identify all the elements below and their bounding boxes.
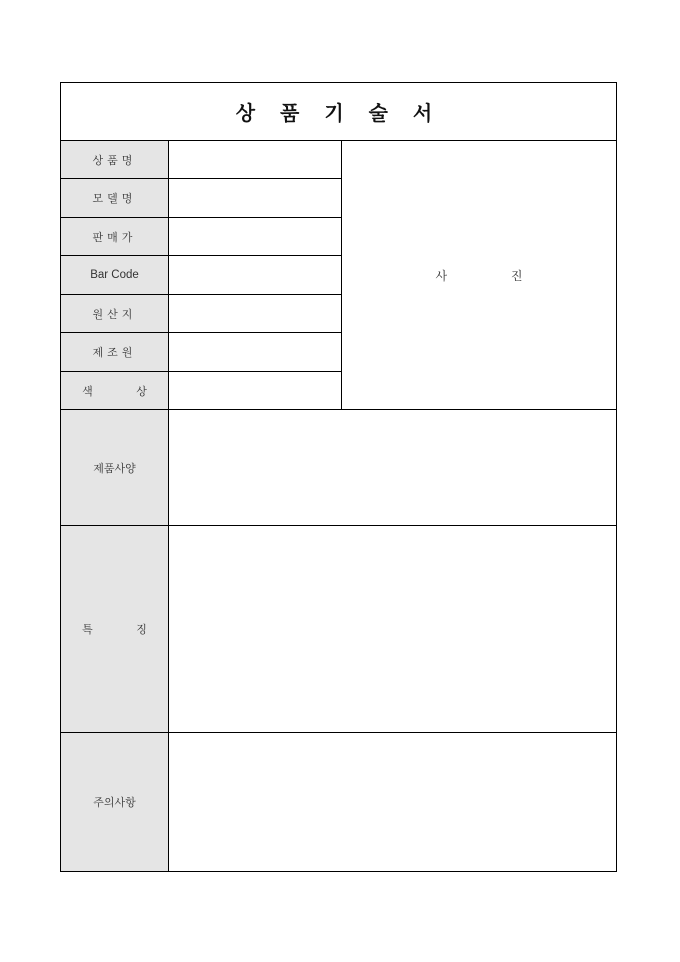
section-input-features[interactable] xyxy=(169,526,616,733)
section-label-precautions: 주의사항 xyxy=(61,733,169,871)
field-input-color[interactable] xyxy=(169,372,342,410)
field-label-color: 색 상 xyxy=(61,372,169,410)
product-spec-form xyxy=(60,82,617,872)
form-title-row xyxy=(61,83,616,141)
field-label-origin: 원산지 xyxy=(61,295,169,333)
field-input-price[interactable] xyxy=(169,218,342,256)
field-label-manufacturer: 제조원 xyxy=(61,333,169,372)
field-label-bar-code: Bar Code xyxy=(61,256,169,295)
section-input-precautions[interactable] xyxy=(169,733,616,871)
section-input-specifications[interactable] xyxy=(169,410,616,526)
field-label-price: 판매가 xyxy=(61,218,169,256)
field-input-origin[interactable] xyxy=(169,295,342,333)
section-label-features: 특 징 xyxy=(61,526,169,733)
section-label-specifications: 제품사양 xyxy=(61,410,169,526)
field-input-bar-code[interactable] xyxy=(169,256,342,295)
field-label-model-name: 모델명 xyxy=(61,179,169,218)
form-title: 상 품 기 술 서 xyxy=(235,101,442,125)
field-label-product-name: 상품명 xyxy=(61,141,169,179)
photo-area[interactable] xyxy=(342,141,616,410)
photo-label: 사 진 xyxy=(435,268,553,283)
field-input-manufacturer[interactable] xyxy=(169,333,342,372)
field-input-product-name[interactable] xyxy=(169,141,342,179)
field-input-model-name[interactable] xyxy=(169,179,342,218)
